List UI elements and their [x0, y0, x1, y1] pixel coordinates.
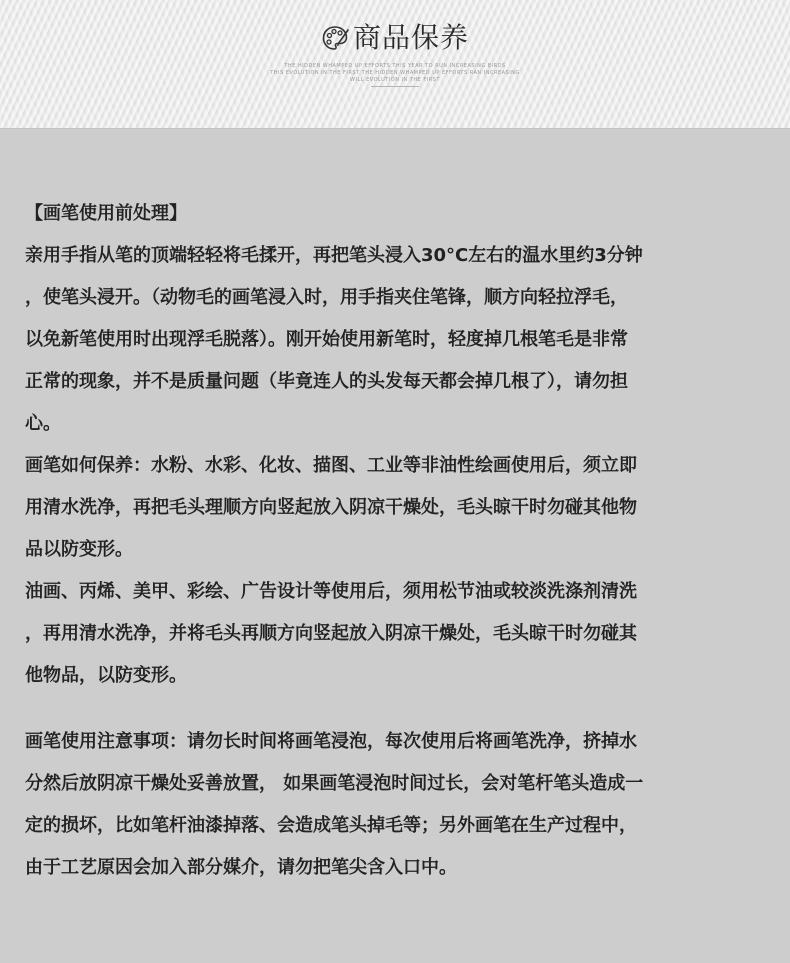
text-line: 他物品，以防变形。 [25, 665, 187, 686]
text-line: 画笔如何保养：水粉、水彩、化妆、描图、工业等非油性绘画使用后，须立即 [25, 455, 637, 476]
text-line: 油画、丙烯、美甲、彩绘、广告设计等使用后，须用松节油或较淡洗涤剂清洗 [25, 581, 637, 602]
text-line: 正常的现象，并不是质量问题（毕竟连人的头发每天都会掉几根了），请勿担 [25, 371, 628, 392]
pre-use-section [25, 193, 775, 697]
title-row [0, 18, 790, 58]
subtitle-line: THIS EVOLUTION IN THE FIRST THE HIDDEN WHAMPED UP EFFORTS RAN INCREASING [270, 70, 520, 76]
text-line: 亲用手指从笔的顶端轻轻将毛揉开，再把笔头浸入30°C左右的温水里约3分钟 [25, 245, 643, 266]
text-line: 以免新笔使用时出现浮毛脱落）。刚开始使用新笔时，轻度掉几根笔毛是非常 [25, 329, 628, 350]
palette-icon [321, 24, 349, 52]
text-line: 画笔使用注意事项：请勿长时间将画笔浸泡，每次使用后将画笔洗净，挤掉水 [25, 731, 637, 752]
title-divider [371, 86, 419, 87]
subtitle-line: WILL EVOLUTION IN THE FIRST [350, 77, 440, 83]
text-line: ，使笔头浸开。（动物毛的画笔浸入时，用手指夹住笔锋，顺方向轻拉浮毛， [25, 287, 628, 308]
care-instructions [25, 193, 775, 889]
text-line: 心。 [25, 413, 61, 434]
text-line: 定的损坏，比如笔杆油漆掉落、会造成笔头掉毛等；另外画笔在生产过程中， [25, 815, 637, 836]
usage-notes-section [25, 721, 775, 889]
page-title: 商品保养 [352, 21, 469, 54]
text-line: 分然后放阴凉干燥处妥善放置， 如果画笔浸泡时间过长，会对笔杆笔头造成一 [25, 773, 644, 794]
section-gap [25, 697, 775, 721]
text-line: 品以防变形。 [25, 539, 133, 560]
subtitle-line: THE HIDDEN WHAMPED UP EFFORTS THIS YEAR TO RUN INCREASING BIRDS [284, 63, 506, 69]
header-banner [0, 0, 790, 129]
text-line: 用清水洗净，再把毛头理顺方向竖起放入阴凉干燥处，毛头晾干时勿碰其他物 [25, 497, 637, 518]
text-line: ，再用清水洗净，并将毛头再顺方向竖起放入阴凉干燥处，毛头晾干时勿碰其 [25, 623, 637, 644]
text-line: 由于工艺原因会加入部分媒介，请勿把笔尖含入口中。 [25, 857, 457, 878]
section-heading: 【画笔使用前处理】 [25, 203, 187, 224]
